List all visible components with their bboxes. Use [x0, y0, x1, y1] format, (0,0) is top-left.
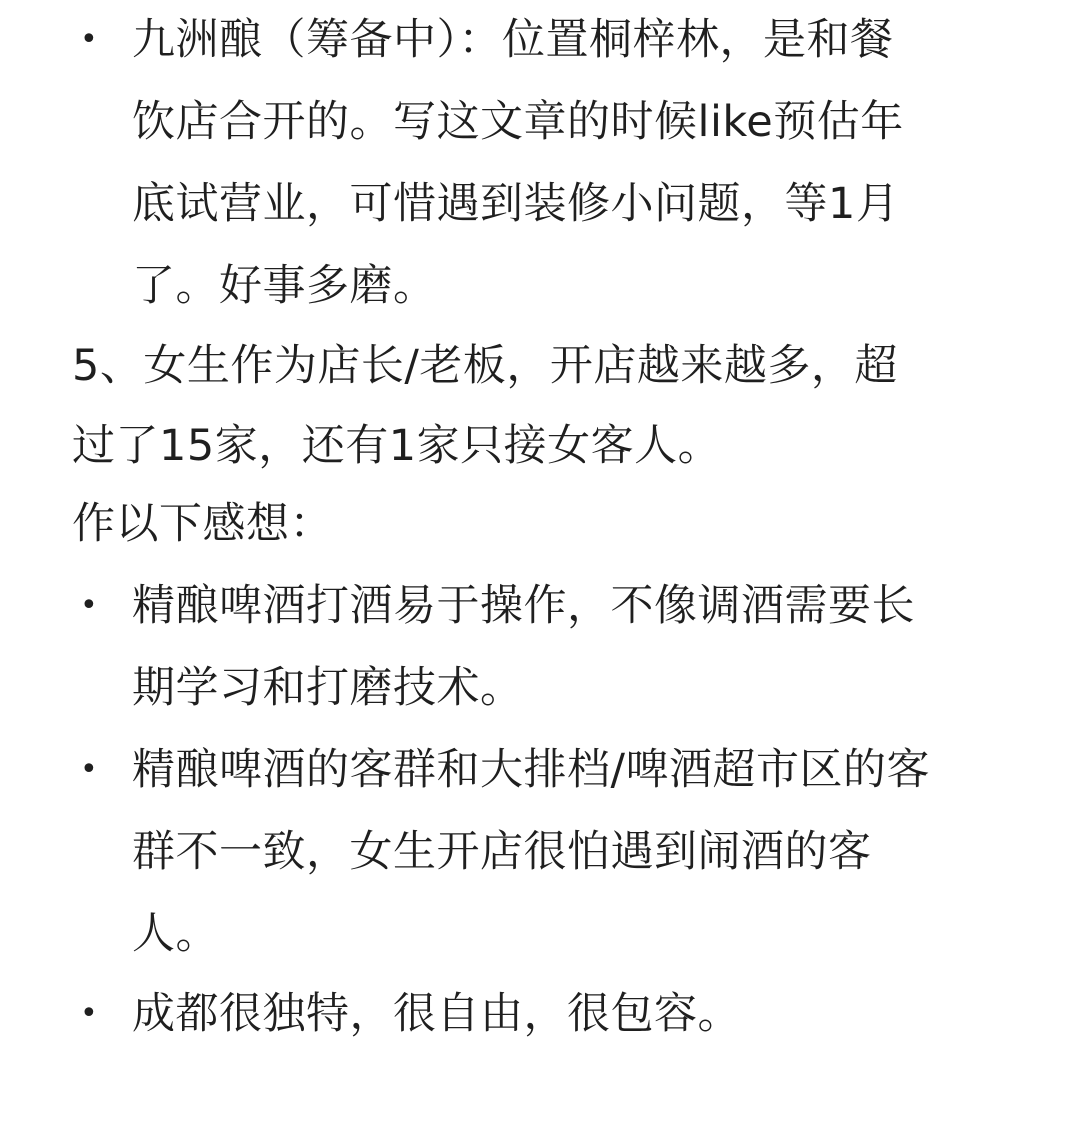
paragraph-5-line-1: 5、女生作为店长/老板，开店越来越多，超 — [72, 341, 898, 391]
thoughts-heading: 作以下感想： — [72, 499, 333, 549]
bullet-icon: • — [80, 752, 98, 787]
thought-3-line-1: 成都很独特，很自由，很包容。 — [132, 989, 741, 1039]
bullet-icon: • — [80, 588, 98, 623]
list-item-1-line-3: 底试营业，可惜遇到装修小问题，等1月 — [132, 179, 900, 229]
thought-2-line-2: 群不一致，女生开店很怕遇到闹酒的客 — [132, 827, 872, 877]
paragraph-5-line-2: 过了15家，还有1家只接女客人。 — [72, 421, 722, 471]
bullet-icon: • — [80, 22, 98, 57]
list-item-1-line-2: 饮店合开的。写这文章的时候like预估年 — [132, 97, 904, 147]
thought-2-line-3: 人。 — [132, 909, 219, 959]
bullet-icon: • — [80, 996, 98, 1031]
thought-1-line-2: 期学习和打磨技术。 — [132, 663, 524, 713]
list-item-1-line-4: 了。好事多磨。 — [132, 261, 437, 311]
list-item-1-line-1: 九洲酿（筹备中）：位置桐梓林，是和餐 — [132, 15, 894, 65]
thought-2-line-1: 精酿啤酒的客群和大排档/啤酒超市区的客 — [132, 745, 930, 795]
thought-1-line-1: 精酿啤酒打酒易于操作，不像调酒需要长 — [132, 581, 915, 631]
